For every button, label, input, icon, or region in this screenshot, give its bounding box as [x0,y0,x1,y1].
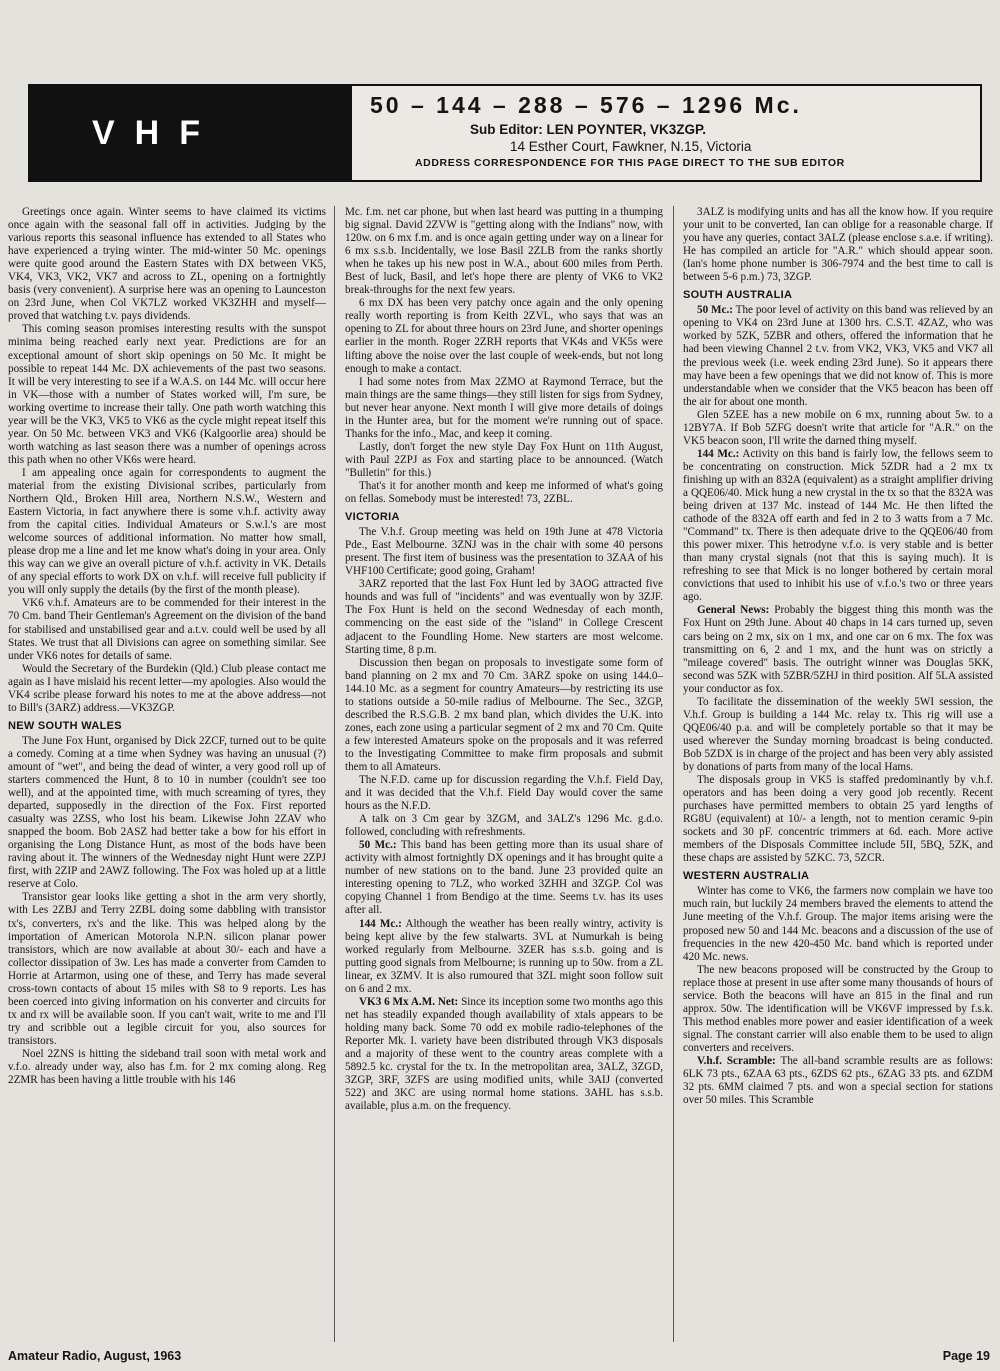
editor-address: 14 Esther Court, Fawkner, N.15, Victoria [510,139,752,154]
paragraph: Transistor gear looks like getting a shot in the arm very shortly, with Les 2ZBJ and Terry 2ZBL doing some dabbling with transistor tx's, converters, rx's and the like. This was helped along by the importation of American Motorola N.P.N. silicon planar power transistors, which are now available at about 30/- each and have a collector dissipation of 3w. Les has made a converter from Camden to Horrie at Artarmon, using one of these, and Terry has made several cross-town contacts of about 15 miles with S8 to 9 reports. Les has been coerced into giving information on his converter and circuits for tx and rx will be available soon. If you can't wait, write to me and I'll try and scribble out a legible circuit for you, also sources for transistors. [8,891,326,1047]
run-in-label: VK3 6 Mx A.M. Net: [359,995,459,1008]
paragraph: Lastly, don't forget the new style Day Fox Hunt on 11th August, with Paul 2ZPJ as Fox and starting place to be announced. (Watch "Bulletin" for this.) [345,440,663,479]
paragraph: Mc. f.m. net car phone, but when last heard was putting in a thumping big signal. David 2ZVW is "getting along with the Indians" now, with 120w. on 6 mx f.m. and is once again getting under way on a linear for 6 mx s.s.b. Incidentally, we lose Basil 2ZLB from the ranks shortly when he takes up his new post in W.A., about 600 miles from Perth. Best of luck, Basil, and let's hope there are plenty of VK6 to VK2 break-throughs for the next few years. [345,206,663,297]
paragraph [683,1055,993,1107]
column-divider [334,206,335,1342]
run-in-label: 144 Mc.: [359,917,402,930]
paragraph: A talk on 3 Cm gear by 3ZGM, and 3ALZ's 1296 Mc. g.d.o. followed, concluding with refreshments. [345,813,663,839]
article-column-3 [683,206,993,1342]
run-in-label: 144 Mc.: [697,447,740,460]
paragraph [345,996,663,1113]
paragraph-text: Activity on this band is fairly low, the fellows seem to be concentrating on construction. Mick 5ZDR had a 2 mx tx finishing up with an 832A (equivalent) as a straight amplifier driving a QQE06/40. Mick hung a new crystal in the tx so that the 832A was being driven at 137 Mc. instead of 144 Mc. He then lifted the cathode of the 832A off earth and fed in 2 to 3 watts from a 7 Mc. "Command" tx. There is then adequate drive to the QQE06/40 from this power mixer. This hetrodyne v.f.o. is very stable and is better than many crystal signals (not that this is saying much). It is refreshing to see that Mick is no longer bothered by certain moral convictions that used to inhibit his use of v.f.o.'s two or three years ago. [683,447,993,604]
footer-page-number: Page 19 [942,1349,990,1363]
paragraph [683,448,993,605]
paragraph: Would the Secretary of the Burdekin (Qld.) Club please contact me again as I have mislaid his recent letter—my apologies. Also would the VK4 scribe please forward his notes to me at the above address—not to Bill's (3ARZ) address.—VK3ZGP. [8,662,326,714]
article-column-2 [345,206,663,1342]
paragraph-text: Probably the biggest thing this month was the Fox Hunt on 29th June. About 40 chaps in 14 cars turned up, seven cars being on 2 mx, six on 1 mx, and one car on 6 mx. The fox was transmitting on 6, 2 and 1 mx, and the hunt was on strictly a "mileage covered" basis. The outright winner was Douglas 5KK, second was 5ZK with 5ZBR/5ZHJ in third position. Alf 5LA assisted your conductor as fox. [683,604,993,695]
paragraph: The new beacons proposed will be constructed by the Group to replace those at present in use after some many thousands of hours of service. Both the beacons will have an 815 in the final and run approx. 50w. The identification will be VK6VF impressed by f.s.k. This method enables more power and easier identification of a week signal. The constant carrier will also enable them to be used to align converters and receivers. [683,963,993,1054]
run-in-label: 50 Mc.: [697,304,733,317]
frequency-bands: 50 – 144 – 288 – 576 – 1296 Mc. [370,92,802,118]
paragraph: I am appealing once again for correspondents to augment the material from the existing Divisional scribes, particularly from Northern Qld., Broken Hill area, Northern N.S.W., Western and Eastern Victoria, in fact anywhere there is some v.h.f. activity away from the capital cities. Individual Amateurs or S.w.l.'s are most welcome sources of additional information. No matter how small, please drop me a line and let me know what's doing in your area. Only this way can we give an overall picture of v.h.f. activity in VK. Details of any special efforts to work DX on v.h.f. will receive full publicity if you will only supply the details (by the first of the month please). [8,466,326,597]
run-in-label: V.h.f. Scramble: [697,1055,776,1067]
paragraph: Glen 5ZEE has a new mobile on 6 mx, running about 5w. to a 12BY7A. If Bob 5ZFG doesn't write that article for "A.R." on the VK5 beacon soon, I'll write the darned thing myself. [683,408,993,447]
section-header [28,84,982,182]
heading-south-australia: SOUTH AUSTRALIA [683,289,793,302]
paragraph: The V.h.f. Group meeting was held on 19th June at 478 Victoria Pde., East Melbourne. 3ZNJ was in the chair with some 40 persons present. The first item of business was the presentation to 3ZAA of his VHF100 Certificate; good going, Graham! [345,526,663,578]
paragraph: Winter has come to VK6, the farmers now complain we have too much rain, but luckily 24 members braved the elements to attend the June meeting of the V.h.f. Group. The major items arising were the proposed new 50 and 144 Mc. beacons and a discussion of the use of frequencies in the new 420-450 Mc. band which is reported under 420 Mc. news. [683,885,993,963]
paragraph-text: Since its inception some two months ago this net has steadily expanded though availability of xtals appears to be holding many back. Some 70 odd ex mobile radio-telephones of the Reporter Mk. I. variety have been distributed through VK3 disposals and a majority of these went to the country areas complete with a 5892.5 kc. crystal for the tx. In the metropolitan area, 3ALZ, 3ZGD, 3ZGP, 3RF, 3ZFS are using modified units, while 3AIJ (converted 522) and 3KC are using normal home stations. 3AHL has s.s.b. available, plus a.m. on the frequency. [345,995,663,1113]
paragraph-text: Although the weather has been really wintry, activity is being kept alive by the few stalwarts. 3VL at Numurkah is being worked regularly from Melbourne. 3ZER has s.s.b. going and is putting good signals from Melbourne; is running up to 50w. from a ZL linear, ex 3ZMV. It is also rumoured that 3ZL might soon follow suit on 6 and 2 mx. [345,917,663,995]
paragraph: The N.F.D. came up for discussion regarding the V.h.f. Field Day, and it was decided that the V.h.f. Field Day would cover the same hours as the N.F.D. [345,774,663,813]
paragraph [683,604,993,695]
footer-publication: Amateur Radio, August, 1963 [8,1349,182,1363]
paragraph: 3ALZ is modifying units and has all the know how. If you require your unit to be converted, Ian can oblige for a reasonable charge. If you have any queries, contact 3ALZ (please enclose s.a.e. if writing). He has compiled an article for "A.R." which should appear soon. (Ian's home phone number is 306-7974 and the best time to call is between 5-6 p.m.) 73, 3ZGP. [683,206,993,284]
run-in-label: 50 Mc.: [359,839,397,852]
paragraph: This coming season promises interesting results with the sunspot minima being reached early next year. Predictions are for an exceptional amount of short skip openings on 50 Mc. It might be possible to repeat 144 Mc. DX achievements of the past two seasons. It will be very interesting to see if a W.A.S. on 144 Mc. will occur here in VK—those with a number of States worked will, I'm sure, be working overtime to increase their tally. One path worth watching this year will be the VK3, VK5 to VK6 as the cycle might repeat itself this year. On 50 Mc. between VK3 and VK6 (Kalgoorlie area) should be worth watching as last season there was a number of openings across this path when no other VK6s were heard. [8,323,326,466]
column-divider [673,206,674,1342]
paragraph: That's it for another month and keep me informed of what's going on fellas. Somebody must be interested! 73, 2ZBL. [345,479,663,506]
sub-editor: Sub Editor: LEN POYNTER, VK3ZGP. [470,122,707,137]
paragraph [683,304,993,408]
paragraph: VK6 v.h.f. Amateurs are to be commended for their interest in the 70 Cm. band Their Gentleman's Agreement on the division of the band for stabilised and unstabilised gear and a.t.v. could well be used by all States. We trust that all Divisions can agree on something similar. See under VK6 notes for details of same. [8,597,326,662]
paragraph: To facilitate the dissemination of the weekly 5WI session, the V.h.f. Group is building a 144 Mc. relay tx. This rig will use a QQE06/40 p.a. and will be completely portable so that it may be used wherever the Sunday morning broadcast is being conducted. Bob 5ZDX is in charge of the project and has been very ably assisted by donations of parts from many of the local Hams. [683,695,993,773]
section-title-block [30,86,352,180]
paragraph: Discussion then began on proposals to investigate some form of band planning on 2 mx and 70 Cm. 3ARZ spoke on using 144.0–144.10 Mc. as a segment for country Amateurs—by restricting its use to stations outside a 50-mile radius of Melbourne. The Sec., 3ZGP, described the R.S.G.B. 2 mx band plan, which divides the U.K. into zones, each zone using a particular segment of 2 mx and 70 Cm. Quite a few interested Amateurs spoke on the proposals and it was referred to the Investigating Committee to make firm proposals and submit them to all Amateurs. [345,656,663,773]
heading-new-south-wales: NEW SOUTH WALES [8,719,122,732]
section-title: VHF [92,114,220,152]
correspondence-note: ADDRESS CORRESPONDENCE FOR THIS PAGE DIRECT TO THE SUB EDITOR [415,157,845,169]
paragraph: The disposals group in VK5 is staffed predominantly by v.h.f. operators and has been doing a very good job recently. Recent purchases have permitted members to obtain 25 yard lengths of RG8U (equivalent) at 10/- a length, not to mention ceramic 9-pin sockets and 30 pF. concentric trimmers at 6d. each. More active members of the Disposals Committee include 5II, 5BQ, 5ZK, and these chaps are assisted by 5ZKC. 73, 5ZCR. [683,774,993,865]
paragraph: 6 mx DX has been very patchy once again and the only opening really worth reporting is from Keith 2ZVL, who says that was an opening to ZL for about three hours on 23rd June, and shorter openings earlier in the month. Roger 2ZRH reports that VK4s and VK5s were lifting above the noise over the last couple of week-ends, but not long enough to make a contact. [345,297,663,375]
run-in-label: General News: [697,604,770,617]
paragraph: 3ARZ reported that the last Fox Hunt led by 3AOG attracted five hounds and was full of "incidents" and was eventually won by 3ZJF. The Fox Hunt is held on the second Wednesday of each month, commencing on the east side of the "island" in College Crescent adjacent to the Foundling Home. New starters are most welcome. Starting time, 8 p.m. [345,578,663,656]
paragraph-text: The poor level of activity on this band was relieved by an opening to VK4 on 23rd June at 1300 hrs. C.S.T. 4ZAZ, who was worked by 5ZK, 5ZBR and others, offered the information that he had been viewing Channel 2 t.v. from VK2, VK3, VK5 and VK7 all the previous week (i.e. week ending 23rd June). So it appears there may have been a few openings that we did not know of. This is more understandable when we consider that the VK5 beacon has been off the air for about one month. [683,304,993,408]
paragraph-text: The all-band scramble results are as follows: 6LK 73 pts., 6ZAA 63 pts., 6ZDS 62 pts., 6ZAG 33 pts. and 6ZDM 32 pts. 6MM claimed 7 pts. and won a special section for stations over 50 miles. This Scramble [683,1055,993,1107]
paragraph: Greetings once again. Winter seems to have claimed its victims once again with the seasonal fall off in activities. Judging by the various reports this seasonal influence has extended to all States who have experienced a trying winter. The mid-winter 50 Mc. openings were quite good around the Eastern States with DX between VK5, VK4, VK3, VK2, VK7 and across to ZL, opening on a fortnightly basis (very convenient). A surprise here was an opening to Launceston on 23rd June, when Col VK7LZ worked VK3ZHH and myself—proved that watching t.v. pays dividends. [8,206,326,323]
paragraph-text: This band has been getting more than its usual share of activity with almost fortnightly DX openings and it has brought quite a number of new stations on to the band. June 23 provided quite an interesting opening to 7LZ, who worked 3ZHH and 3ZGP. Col was copying Channel 1 from Bendigo at the time. Seems t.v. has its uses after all. [345,839,663,917]
paragraph: The June Fox Hunt, organised by Dick 2ZCF, turned out to be quite a comedy. Coming at a time when Sydney was having an unusual (?) amount of "wet", and being the dead of winter, a very good roll up of starters commenced the Hunt, 8 to 10 in number (couldn't see too well), and at the appointed time, with much screaming of tyres, they departed, supposedly in the direction of the Fox. First reported casualty was 2ZSS, who lost his beam. Likewise John 2ZAV who snapped the boom. Bob 2ASZ had better take a bow for his effort in organising the Long Distance Hunt, as most of the bods have been raving about it. The winners of the Wednesday night Hunt were 2ZPJ first, with 2ZIP and 2AWZ following. The Fox was holed up at a little reserve at Colo. [8,734,326,891]
heading-victoria: VICTORIA [345,511,400,524]
paragraph: Noel 2ZNS is hitting the sideband trail soon with metal work and v.f.o. already under way, also has f.m. for 2 mx coming along. Reg 2ZMR has been having a little trouble with his 146 [8,1048,326,1087]
paragraph [345,918,663,996]
paragraph: I had some notes from Max 2ZMO at Raymond Terrace, but the main things are the same things—they still listen for sigs from Sydney, but never hear anyone. Next month I will give more details of doings in the Hunter area, but for the moment we're running out of space. Thanks for the info., Mac, and keep it coming. [345,375,663,440]
paragraph [345,839,663,917]
heading-western-australia: WESTERN AUSTRALIA [683,870,810,883]
article-column-1 [8,206,326,1342]
